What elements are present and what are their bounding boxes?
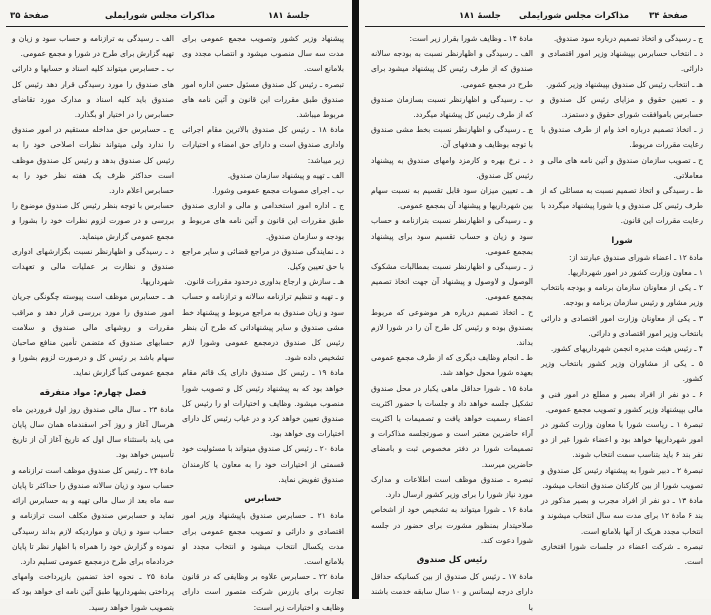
paragraph: مادهٔ ۱۴ ـ وظایف شورا بقرار زیر است: [409,34,533,43]
section-heading: فصل چهارم: مواد متفرقه [39,386,147,397]
text-column-left [371,31,533,615]
paragraph: مادهٔ ۱۲ ـ اعضاء شورای صندوق عبارتند از: [569,252,703,262]
paragraph: ۵ ـ یکی از مشاوران وزیر کشور بانتخاب وزیر کشور. [541,359,703,384]
paragraph: مادهٔ ۱۳ ـ دو نفر از افراد مجرب و بصیر مذکور در بند ۶ مادهٔ ۱۲ برای مدت سه سال انتخاب میشوند و انتخاب مجدد هریک از آنها بلامانع است. [541,496,704,536]
left-page [0,0,352,612]
paragraph: ح ـ اتخاذ تصمیم درباره هر موضوعی که مربوط بصندوق بوده و رئیس کل طرح آن را در شورا لازم بداند. [371,307,533,348]
text-column-right [541,31,703,569]
paragraph: مادهٔ ۲۵ ـ نحوه اخذ تضمین بازپرداخت وامهای پرداختی بشهرداریها طبق آئین نامه ای خواهد بود که بتصویب شورا خواهد رسید. [12,572,174,612]
paragraph: مادهٔ ۲۰ ـ رئیس کل صندوق میتواند با مسئولیت خود قسمتی از اختیارات خود را به معاون یا کارمندان صندوق تفویض نماید. [182,444,344,484]
paragraph: الف ـ رسیدگی به ترازنامه و حساب سود و زیان و تهیه گزارش برای طرح در شورا و مجمع عمومی. [12,34,174,59]
paragraph: هـ ـ انتخاب رئیس کل صندوق بپیشنهاد وزیر کشور. [545,79,703,89]
paragraph: ح ـ تصویب سازمان صندوق و آئین نامه های مالی و معاملاتی. [541,155,703,180]
paragraph: و ـ رسیدگی و اظهارنظر نسبت بترازنامه و حساب سود و زیان و حساب تقسیم سود برای پیشنهاد بمجمع عمومی. [371,216,533,256]
paragraph: مادهٔ ۱۵ ـ شورا حداقل ماهی یکبار در محل صندوق تشکیل جلسه خواهد داد و جلسات با حضور اکثریت اعضاء رسمیت خواهد یافت و تصمیمات با اکثریت آراء حاضرین معتبر است و صورتجلسه مذاکرات و تصمیمات شورا در دفتر مخصوص ثبت و بامضای حاضرین میرسد. [371,383,534,469]
book-gutter [352,0,359,599]
paragraph: ۴ ـ رئیس هیئت مدیره انجمن شهرداریهای کشور. [550,344,703,354]
paragraph: د ـ رسیدگی و اظهارنظر نسبت بگزارشهای ادواری صندوق و نظارت بر عملیات مالی و تعهدات شهرداریها. [12,246,174,287]
paragraph: ز ـ اتخاذ تصمیم درباره اخذ وام از طرف صندوق با رعایت مقررات مربوط. [541,125,703,150]
paragraph: د ـ نمایندگی صندوق در مراجع قضائی و سایر مراجع با حق تعیین وکیل. [182,246,344,272]
text-column-right [182,31,344,615]
paragraph: حسابرس با توجه بنظر رئیس کل صندوق موضوع را بررسی و در صورت لزوم نظرات خود را بشورا و مجمع عمومی گزارش مینماید. [12,201,174,241]
paragraph: ۲ ـ یکی از معاونان سازمان برنامه و بودجه بانتخاب وزیر مشاور و رئیس سازمان برنامه و بودجه. [541,283,703,308]
paragraph: ط ـ انجام وظایف دیگری که از طرف مجمع عمومی بعهده شورا محول خواهد شد. [371,353,533,378]
paragraph: ج ـ حسابرس حق مداخله مستقیم در امور صندوق را ندارد ولی میتواند نظرات اصلاحی خود را به رئیس کل صندوق بدهد و رئیس کل صندوق موظف است حداکثر ظرف یک هفته نظر خود را به حسابرس اعلام دارد. [12,125,174,196]
paragraph: د ـ انتخاب حسابرس بپیشنهاد وزیر امور اقتصادی و دارائی. [541,49,703,74]
paragraph: تبصره ـ رئیس کل صندوق مسئول حسن اداره امور صندوق طبق مقررات این قانون و آئین نامه های مربوط میباشد. [182,79,344,120]
paragraph: ج ـ اداره امور استخدامی و مالی و اداری صندوق طبق مقررات این قانون و آئین نامه های مربوط و بودجه و سازمان صندوق. [182,201,344,241]
paragraph: الف ـ رسیدگی و اظهارنظر نسبت به بودجه سالانه صندوق که از طرف رئیس کل پیشنهاد میشود برای طرح در مجمع عمومی. [371,49,533,89]
right-page [359,0,711,612]
paragraph: تبصره ـ شرکت اعضاء در جلسات شورا افتخاری است. [541,541,703,566]
paragraph: الف ـ تهیه و پیشنهاد سازمان صندوق. [227,170,344,180]
paragraph: ط ـ رسیدگی و اتخاذ تصمیم نسبت به مسائلی که از طرف رئیس کل صندوق و یا شورا پیشنهاد میگردد با رعایت مقررات این قانون. [541,186,703,226]
paragraph: ج ـ رسیدگی و اتخاذ تصمیم درباره سود صندوق. [553,34,703,43]
paragraph: د ـ نرخ بهره و کارمزد وامهای صندوق به پیشنهاد رئیس کل صندوق. [371,155,533,180]
running-title: مذاکرات مجلس شورایملی [105,11,216,21]
paragraph: و ـ تهیه و تنظیم ترازنامه سالانه و ترازنامه و حساب سود و زیان صندوق به مراجع مربوط و پیشنهاد خط مشی صندوق و سایر پیشنهاداتی که طرح آن بنظر رئیس کل صندوق درمجمع عمومی وشورا لازم تشخیص داده شود. [182,292,344,363]
page-number: صفحهٔ ۳۴ [649,11,688,21]
header-rule [365,26,705,27]
page-number: صفحهٔ ۳۵ [10,11,49,21]
paragraph: هـ ـ حسابرس موظف است پیوسته چگونگی جریان امور صندوق را مورد بررسی قرار دهد و مراقب مقررات و روشهای مالی صندوق و سلامت حسابهای صندوق که متضمن تأمین منافع صاحبان سهام باشد بر رئیس کل و درصورت لزوم بشورا و مجمع عمومی کتباً گزارش نماید. [12,292,174,378]
paragraph: مادهٔ ۲۱ ـ حسابرس صندوق باپیشنهاد وزیر امور اقتصادی و دارائی و تصویب مجمع عمومی برای مدت یکسال انتخاب میشود و انتخاب مجدد او بلامانع است. [182,511,344,566]
paragraph: مادهٔ ۱۸ ـ رئیس کل صندوق بالاترین مقام اجرائی واداری صندوق است و دارای حق امضاء و اختیارات زیر میباشد: [182,125,345,165]
paragraph: ز ـ رسیدگی و اظهارنظر نسبت بمطالبات مشکوک الوصول و لاوصول و پیشنهاد آن جهت اتخاذ تصمیم بمجمع عمومی. [371,262,533,302]
paragraph: تبصرهٔ ۲ ـ دبیر شورا به پیشنهاد رئیس کل صندوق و تصویب شورا از بین کارکنان صندوق انتخاب میشود. [541,465,703,490]
paragraph: ۳ ـ یکی از معاونان وزارت امور اقتصادی و دارائی بانتخاب وزیر امور اقتصادی و دارائی. [541,313,703,338]
text-column-left [12,31,174,615]
running-title: مذاکرات مجلس شورایملی [519,11,630,21]
header-rule [6,26,348,27]
paragraph: مادهٔ ۲۴ ـ رئیس کل صندوق موظف است ترازنامه و حساب سود و زیان سالانه صندوق را حداکثر تا پایان سه ماه بعد از سال مالی تهیه و به حسابرس ارائه نماید و حسابرس صندوق مکلف است ترازنامه و حساب سود و زیان و مواردیکه لازم بداند رسیدگی نموده و گزارش خود را همراه با اظهار نظر تا پایان خردادماه برای طرح درمجمع عمومی تسلیم دارد. [12,465,175,566]
paragraph: ب ـ حسابرس میتواند کلیه اسناد و حسابها و دارائی های صندوق را مورد رسیدگی قرار دهد رئیس کل صندوق باید کلیه اسناد و مدارک مورد تقاضای حسابرس را در اختیار او بگذارد. [12,64,174,120]
paragraph: هـ ـ سازش و ارجاع بداوری درحدود مقررات قانون. [184,277,344,287]
section-heading: حسابرس [244,493,282,504]
paragraph: هـ ـ تعیین میزان سود قابل تقسیم به نسبت سهام بین شهرداریها و پیشنهاد آن بمجمع عمومی. [371,186,533,211]
paragraph: ب ـ اجرای مصوبات مجمع عمومی وشورا. [212,186,344,196]
paragraph: ۱ ـ معاون وزارت کشور در امور شهرداریها. [567,268,703,278]
session-number: جلسهٔ ۱۸۱ [459,11,501,21]
paragraph: ج ـ رسیدگی و اظهارنظر نسبت بخط مشی صندوق با توجه بوظایف و هدفهای آن. [371,125,533,150]
session-number: جلسهٔ ۱۸۱ [268,11,310,21]
section-heading: شورا [611,234,633,245]
paragraph: مادهٔ ۱۶ ـ شورا میتواند به تشخیص خود از اشخاص صلاحیتدار بمنظور مشورت برای حضور در جلسه شورا دعوت کند. [371,505,533,545]
section-heading: رئیس کل صندوق [416,553,488,564]
paragraph: مادهٔ ۲۳ ـ سال مالی صندوق روز اول فروردین ماه هرسال آغاز و روز آخر اسفندماه همان سال پایان می یابد باستثناء سال اول که تاریخ آغاز آن از تاریخ تأسیس خواهد بود. [12,404,175,460]
paragraph: ۶ ـ دو نفر از افراد بصیر و مطلع در امور فنی و مالی بپیشنهاد وزیر کشور و تصویب مجمع عمومی. [541,389,703,414]
paragraph: مادهٔ ۱۷ ـ رئیس کل صندوق از بین کسانیکه حداقل دارای درجه لیسانس و ۱۰ سال سابقه خدمت باشند با [371,572,534,612]
paragraph: و ـ تعیین حقوق و مزایای رئیس کل صندوق و حسابرس باموافقت شورای حقوق و دستمزد. [541,94,703,120]
paragraph: تبصره ـ صندوق موظف است اطلاعات و مدارک مورد نیاز شورا را برای وزیر کشور ارسال دارد. [371,474,533,500]
paragraph: مادهٔ ۲۲ ـ حسابرس علاوه بر وظایفی که در قانون تجارت برای بازرس شرکت متصور است دارای وظایف و اختیارات زیر است: [182,572,344,612]
paragraph: پیشنهاد وزیر کشور وتصویب مجمع عمومی برای مدت سه سال منصوب میشود و انتصاب مجدد وی بلامانع است. [182,34,344,74]
paragraph: مادهٔ ۱۹ ـ رئیس کل صندوق دارای یک قائم مقام خواهد بود که به پیشنهاد رئیس کل و تصویب شورا منصوب میشود. وظایف و اختیارات او را رئیس کل صندوق تعیین خواهد کرد و در غیاب رئیس کل دارای اختیارات وی خواهد بود. [182,368,344,439]
paragraph: تبصرهٔ ۱ ـ ریاست شورا با معاون وزارت کشور در امور شهرداریها خواهد بود و اعضاء شورا غیر از دو نفر بند ۶ باید بتناسب سمت انتخاب شوند. [541,420,704,460]
paragraph: ب ـ رسیدگی و اظهارنظر نسبت بسازمان صندوق که از طرف رئیس کل پیشنهاد میگردد. [371,94,533,120]
